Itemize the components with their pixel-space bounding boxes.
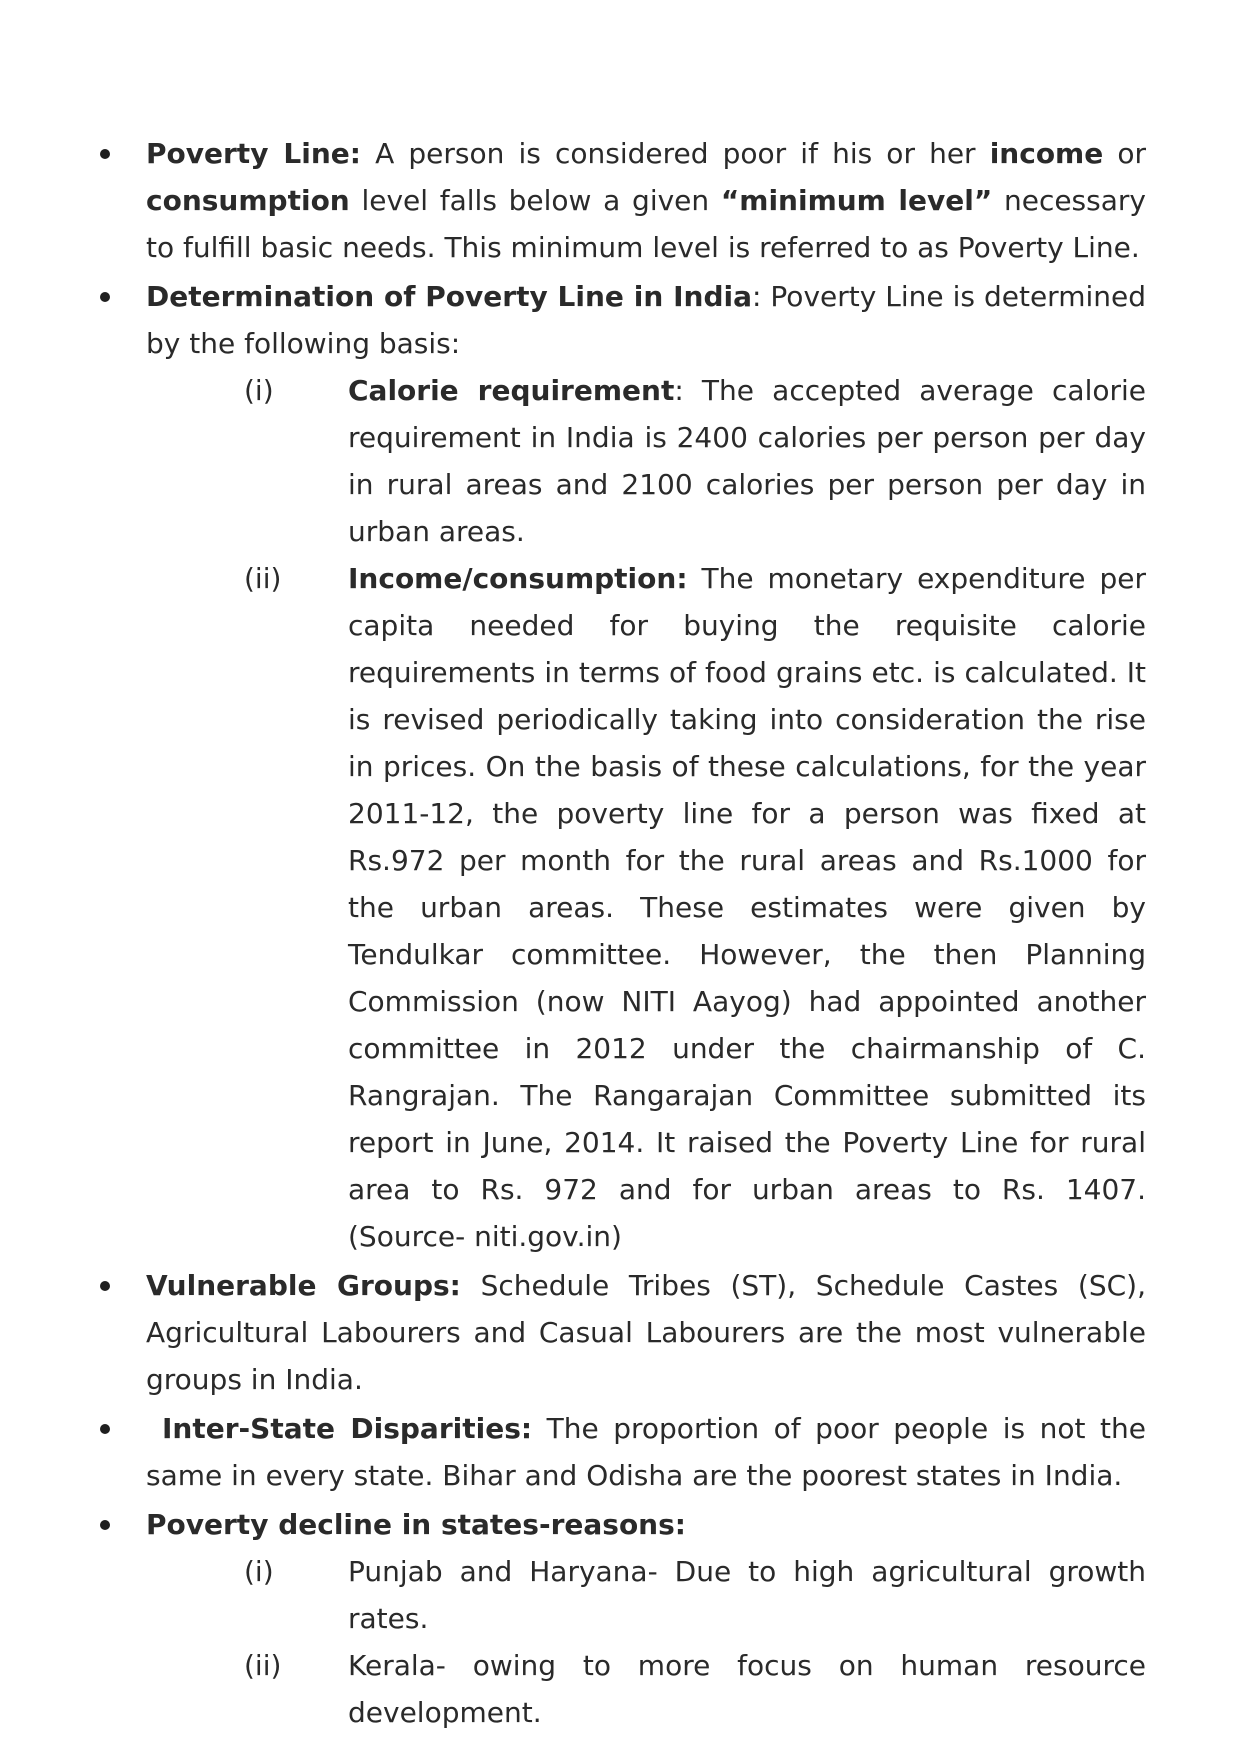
- bullet-dot-icon: [100, 1520, 110, 1530]
- bullet-vulnerable-groups: [146, 1262, 1146, 1403]
- bullet-poverty-decline: [146, 1501, 1146, 1548]
- text: necessary to fulfill basic needs. This minimum level is referred to as Poverty Line.: [146, 184, 1146, 264]
- term-vulnerable-groups: Vulnerable Groups:: [146, 1269, 461, 1302]
- text: The proportion of poor people is not the same in every state. Bihar and Odisha are the poorest states in India.: [146, 1412, 1146, 1492]
- text: Kerala- owing to more focus on human resource development.: [348, 1649, 1146, 1729]
- bullet-dot-icon: [100, 1424, 110, 1434]
- bullet-inter-state: [146, 1405, 1146, 1499]
- term-determination: Determination of Poverty Line in India: [146, 280, 752, 313]
- bullet-poverty-line: [146, 130, 1146, 271]
- term-income-consumption: Income/consumption:: [348, 562, 688, 595]
- term-calorie-requirement: Calorie requirement: [348, 374, 675, 407]
- text: or: [1103, 137, 1146, 170]
- bullet-dot-icon: [100, 292, 110, 302]
- term-poverty-line: Poverty Line:: [146, 137, 361, 170]
- subitem-income: [244, 555, 1146, 1260]
- bullet-dot-icon: [100, 1281, 110, 1291]
- text: : Poverty Line is determined by the following basis:: [146, 280, 1147, 360]
- term-consumption: consumption: [146, 184, 350, 217]
- term-inter-state: Inter-State Disparities:: [162, 1412, 533, 1445]
- text: : The accepted average calorie requirement in India is 2400 calories per person per day in rural areas and 2100 calories per person per day in urban areas.: [348, 374, 1146, 548]
- text: A person is considered poor if his or her: [360, 137, 990, 170]
- term-minimum-level: “minimum level”: [720, 184, 993, 217]
- subitem-kerala: [244, 1642, 1146, 1736]
- term-income: income: [989, 137, 1104, 170]
- subitem-number: (ii): [244, 1649, 282, 1682]
- subitem-number: (i): [244, 1555, 274, 1588]
- bullet-list: [0, 130, 1240, 1736]
- text: Punjab and Haryana- Due to high agricultural growth rates.: [348, 1555, 1146, 1635]
- bullet-determination: [146, 273, 1146, 367]
- text: The monetary expenditure per capita needed for buying the requisite calorie requirements in terms of food grains etc. is calculated. It is revised periodically taking into consideration the rise in prices. On the basis of these calculations, for the year 2011-12, the poverty line for a person was fixed at Rs.972 per month for the rural areas and Rs.1000 for the urban areas. These estimates were given by Tendulkar committee. However, the then Planning Commission (now NITI Aayog) had appointed another committee in 2012 under the chairmanship of C. Rangrajan. The Rangarajan Committee submitted its report in June, 2014. It raised the Poverty Line for rural area to Rs. 972 and for urban areas to Rs. 1407. (Source- niti.gov.in): [348, 562, 1146, 1253]
- subitem-number: (i): [244, 374, 274, 407]
- indent-spacer: [146, 1412, 162, 1445]
- term-poverty-decline: Poverty decline in states-reasons:: [146, 1508, 686, 1541]
- text: Schedule Tribes (ST), Schedule Castes (SC), Agricultural Labourers and Casual Labourers are the most vulnerable groups in India.: [146, 1269, 1147, 1396]
- text: level falls below a given: [349, 184, 721, 217]
- bullet-dot-icon: [100, 149, 110, 159]
- subitem-calorie: [244, 367, 1146, 555]
- subitem-number: (ii): [244, 562, 282, 595]
- subitem-punjab: [244, 1548, 1146, 1642]
